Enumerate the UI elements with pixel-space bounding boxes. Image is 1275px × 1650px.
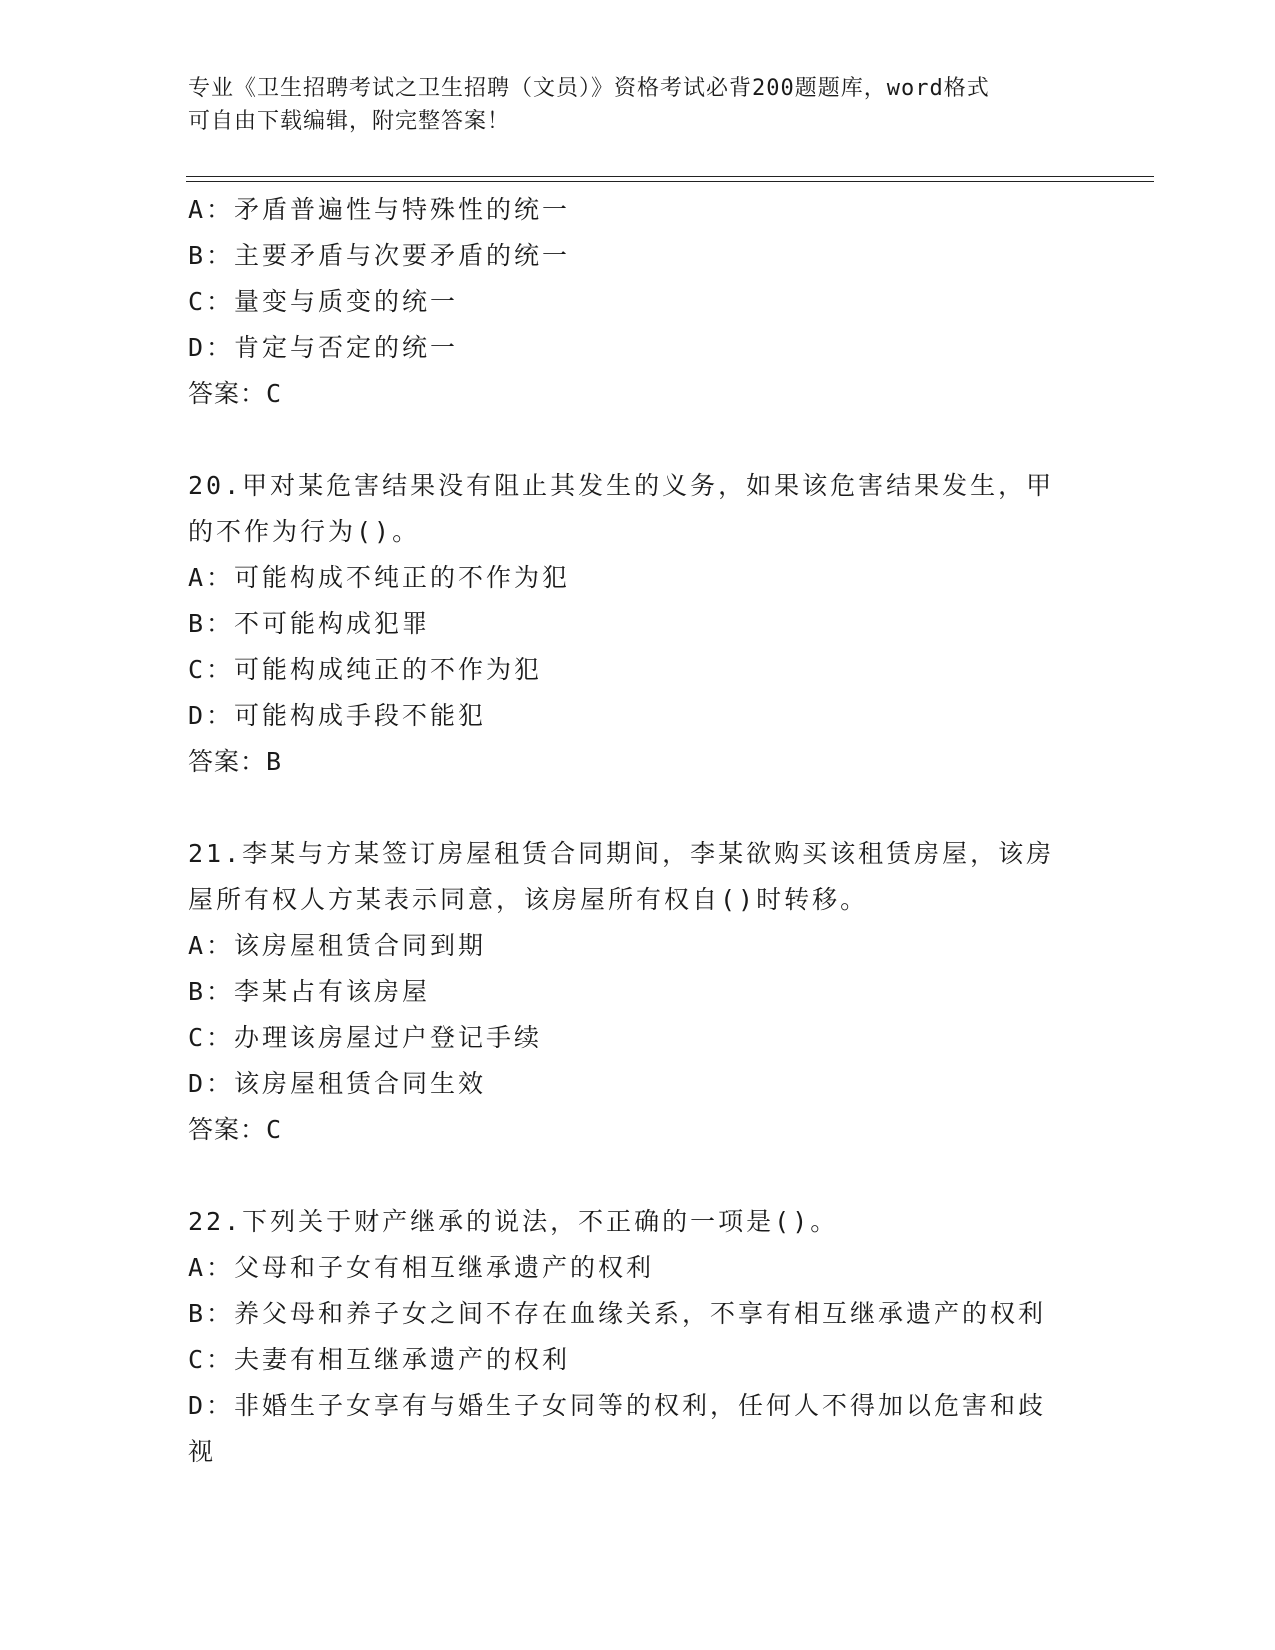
question-19-tail [188,187,1088,417]
question-20 [188,463,1088,785]
q22-option-d-line-1: D：非婚生子女享有与婚生子女同等的权利，任何人不得加以危害和歧 [188,1391,1047,1420]
header-title-line-1: 专业《卫生招聘考试之卫生招聘（文员）》资格考试必背200题题库，word格式 [188,76,990,101]
q20-option-b: B：不可能构成犯罪 [188,609,431,638]
spacer [188,785,1088,831]
question-22 [188,1199,1088,1475]
q19-option-d: D：肯定与否定的统一 [188,333,459,362]
q21-stem-line-2: 屋所有权人方某表示同意，该房屋所有权自()时转移。 [188,885,869,914]
q22-option-b: B：养父母和养子女之间不存在血缘关系，不享有相互继承遗产的权利 [188,1299,1047,1328]
q21-stem-line-1: 21.李某与方某签订房屋租赁合同期间，李某欲购买该租赁房屋，该房 [188,839,1055,868]
spacer [188,1153,1088,1199]
header-title-line-2: 可自由下载编辑，附完整答案！ [188,109,511,134]
spacer [188,417,1088,463]
q20-option-a: A：可能构成不纯正的不作为犯 [188,563,571,592]
q21-option-a: A：该房屋租赁合同到期 [188,931,487,960]
question-21 [188,831,1088,1153]
q19-option-a: A：矛盾普遍性与特殊性的统一 [188,195,571,224]
q22-stem-line-1: 22.下列关于财产继承的说法，不正确的一项是()。 [188,1207,839,1236]
q22-option-a: A：父母和子女有相互继承遗产的权利 [188,1253,655,1282]
q20-stem-line-1: 20.甲对某危害结果没有阻止其发生的义务，如果该危害结果发生，甲 [188,471,1055,500]
q22-option-d-line-2: 视 [188,1437,217,1466]
header-divider-top [186,176,1154,177]
q21-option-b: B：李某占有该房屋 [188,977,431,1006]
q20-option-d: D：可能构成手段不能犯 [188,701,487,730]
document-header [188,72,1088,138]
q19-answer: 答案：C [188,379,283,408]
q20-option-c: C：可能构成纯正的不作为犯 [188,655,543,684]
q20-answer: 答案：B [188,747,283,776]
q19-option-b: B：主要矛盾与次要矛盾的统一 [188,241,571,270]
q19-option-c: C：量变与质变的统一 [188,287,459,316]
q21-option-c: C：办理该房屋过户登记手续 [188,1023,543,1052]
question-list [188,187,1088,1475]
q22-option-c: C：夫妻有相互继承遗产的权利 [188,1345,571,1374]
q21-option-d: D：该房屋租赁合同生效 [188,1069,487,1098]
q20-stem-line-2: 的不作为行为()。 [188,517,421,546]
header-divider-bottom [186,181,1154,182]
q21-answer: 答案：C [188,1115,283,1144]
